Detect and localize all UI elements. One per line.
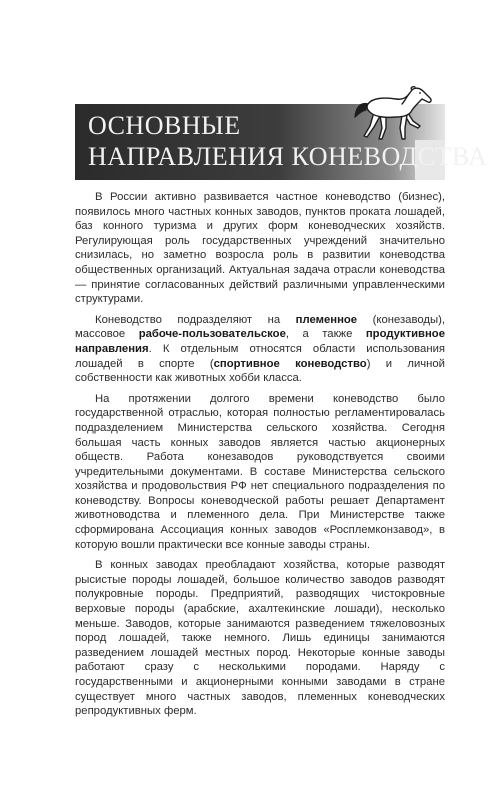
term-breeding: племенное <box>295 313 358 326</box>
term-sport: спортивное коневодство <box>213 357 367 370</box>
paragraph-2-text: Коневодство подразделяют на <box>95 313 296 326</box>
paragraph-2 <box>75 313 445 386</box>
page-title-line-1: ОСНОВНЫЕ <box>88 111 241 140</box>
article-body <box>75 190 445 725</box>
paragraph-2-text: , а также <box>285 328 366 341</box>
paragraph-2-text: . К отдельным относятся области использования лошадей в спорте ( <box>75 342 445 370</box>
paragraph-2-text: ) и личной собственности как животных хобби класса. <box>75 357 445 385</box>
term-working-utility: рабоче-пользовательское <box>138 328 286 341</box>
paragraph-2-text: (конезаводы), массовое <box>75 313 445 341</box>
page-title-line-2: НАПРАВЛЕНИЯ КОНЕВОДСТВА <box>88 142 488 171</box>
term-productive: продуктивное направления <box>75 328 445 355</box>
paragraph-3: На протяжении долгого времени коневодство было государственной отраслью, которая полностью регламентировалась подразделением Министерства сельского хозяйства. Сегодня большая часть конных заводов является частью акционерных обществ. Работа конезаводов руководствуется своими учредительными документами. В составе Министерства сельского хозяйства и продовольствия РФ нет специального подразделения по коневодству. Вопросы коневодческой работы решает Департамент животноводства и племенного дела. При Министерстве также сформирована Ассоциация конных заводов «Росплемконзавод», в которую вошли практически все конные заводы страны. <box>75 392 445 551</box>
paragraph-1: В России активно развивается частное коневодство (бизнес), появилось много частных конных заводов, пунктов проката лошадей, баз конного туризма и других форм коневодческих хозяйств. Регулирующая роль государственных учреждений значительно снизилась, но заметно возросла роль в развитии коневодства общественных организаций. Актуальная задача отрасли коневодства — принятие согласованных действий различными управленческими структурами. <box>75 191 445 306</box>
paragraph-4: В конных заводах преобладают хозяйства, которые разводят рысистые породы лошадей, большое количество заводов разводят полукровные породы. Предприятий, разводящих чистокровные верховые породы (арабские, ахалтекинские лошади), несколько меньше. Заводов, которые занимаются разведением тяжеловозных пород лошадей, также немного. Лишь единицы занимаются разведением лошадей местных пород. Некоторые конные заводы работают сразу с несколькими породами. Наряду с государственными и акционерными конными заводами в стране существует много частных заводов, племенных коневодческих репродуктивных ферм. <box>75 559 445 718</box>
horse-icon <box>352 84 438 142</box>
